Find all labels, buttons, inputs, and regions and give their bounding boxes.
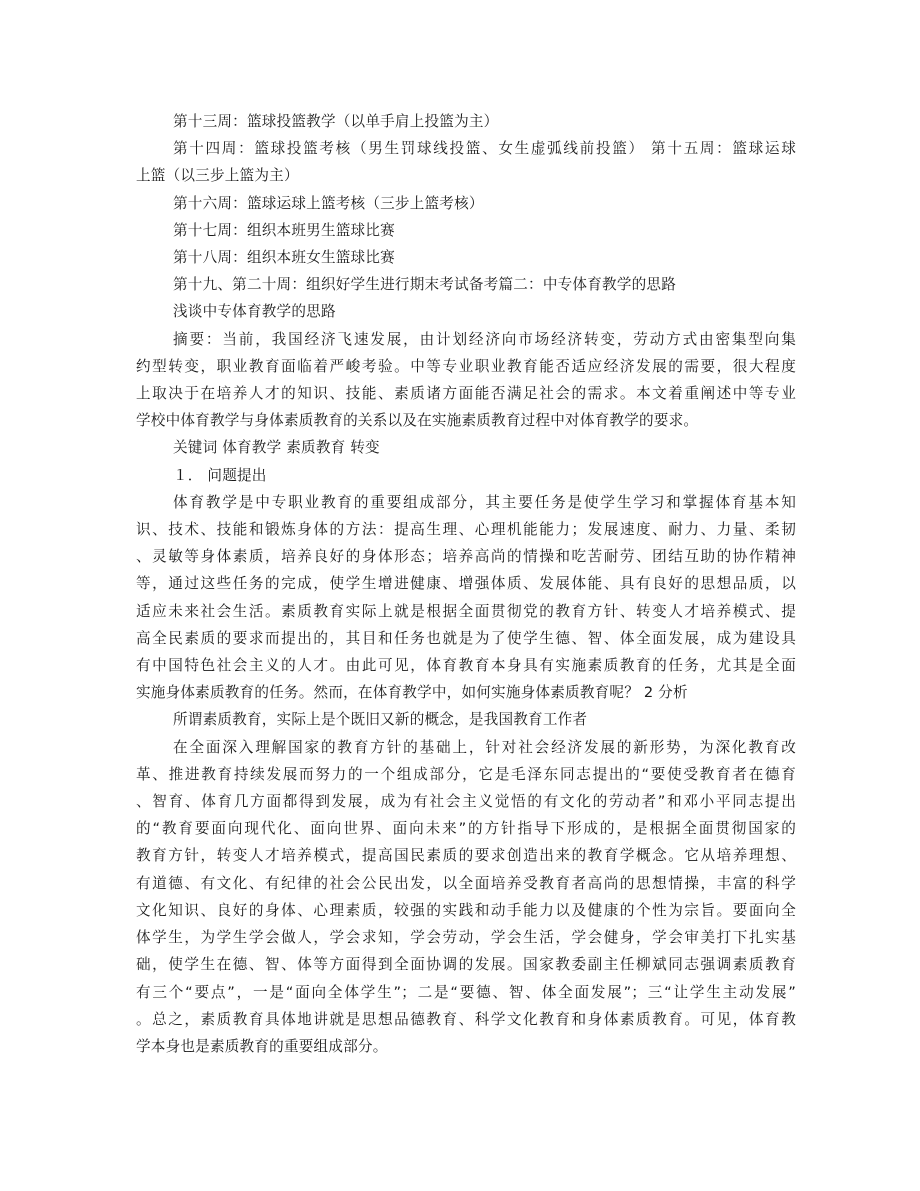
text-line: 实施身体素质教育的任务。然而，在体育教学中，如何实施身体素质教育呢？ 2 分析 [136, 684, 688, 702]
text-line: 的“教育要面向现代化、面向世界、面向未来”的方针指导下形成的，是根据全面贯彻国家的 [136, 820, 796, 838]
text-line: 高全民素质的要求而提出的，其目和任务也就是为了使学生德、智、体全面发展，成为建设具 [136, 629, 796, 647]
text-line: 等，通过这些任务的完成，使学生增进健康、增强体质、发展体能、具有良好的思想品质，以 [136, 575, 796, 593]
text-line: 。总之，素质教育具体地讲就是思想品德教育、科学文化教育和身体素质教育。可见，体育教 [136, 1010, 796, 1028]
text-line: 第十六周：篮球运球上篮考核（三步上篮考核） [173, 194, 484, 212]
text-line: 、智育、体育几方面都得到发展，成为有社会主义觉悟的有文化的劳动者”和邓小平同志提出 [136, 793, 796, 811]
text-line: １． 问题提出 [173, 466, 267, 484]
text-line: 在全面深入理解国家的教育方针的基础上，针对社会经济发展的新形势，为深化教育改 [173, 738, 796, 756]
text-line: 第十三周：篮球投篮教学（以单手肩上投篮为主） [173, 113, 499, 130]
text-line: 体育教学是中专职业教育的重要组成部分，其主要任务是使学生学习和掌握体育基本知 [173, 493, 796, 511]
text-line: 学本身也是素质教育的重要组成部分。 [136, 1037, 388, 1055]
text-line: 体学生，为学生学会做人，学会求知，学会劳动，学会生活，学会健身，学会审美打下扎实基 [136, 929, 796, 947]
text-line: 第十四周：篮球投篮考核（男生罚球线投篮、女生虚弧线前投篮） 第十五周：篮球运球 [173, 140, 796, 158]
text-line: 教育方针，转变人才培养模式，提高国民素质的要求创造出来的教育学概念。它从培养理想、 [136, 847, 796, 865]
text-line: 识、技术、技能和锻炼身体的方法：提高生理、心理机能能力；发展速度、耐力、力量、柔韧 [136, 521, 796, 539]
text-line: 有道德、有文化、有纪律的社会公民出发，以全面培养受教育者高尚的思想情操，丰富的科学 [136, 874, 796, 892]
text-line: 础，使学生在德、智、体等方面得到全面协调的发展。国家教委副主任柳斌同志强调素质教育 [136, 956, 796, 974]
text-line: 有三个“要点”，一是“面向全体学生”；二是“要德、智、体全面发展”；三“让学生主动发展” [136, 983, 796, 1001]
text-line: 约型转变，职业教育面临着严峻考验。中等专业职业教育能否适应经济发展的需要，很大程度 [136, 357, 796, 375]
text-line: 第十九、第二十周：组织好学生进行期末考试备考篇二：中专体育教学的思路 [173, 276, 676, 294]
text-line: 浅谈中专体育教学的思路 [173, 303, 336, 321]
text-line: 所谓素质教育，实际上是个既旧又新的概念，是我国教育工作者 [173, 711, 588, 729]
text-line: 有中国特色社会主义的人才。由此可见，体育教育本身具有实施素质教育的任务，尤其是全面 [136, 657, 796, 675]
text-line: 上取决于在培养人才的知识、技能、素质诸方面能否满足社会的需求。本文着重阐述中等专业 [136, 385, 796, 403]
text-line: 革、推进教育持续发展而努力的一个组成部分，它是毛泽东同志提出的“要使受教育者在德育 [136, 765, 796, 783]
text-line: 第十七周：组织本班男生篮球比赛 [173, 221, 395, 239]
document-body [136, 108, 796, 1060]
text-line: 适应未来社会生活。素质教育实际上就是根据全面贯彻党的教育方针、转变人才培养模式、提 [136, 602, 796, 620]
text-line: 第十八周：组织本班女生篮球比赛 [173, 249, 395, 267]
text-line: 、灵敏等身体素质，培养良好的身体形态；培养高尚的情操和吃苦耐劳、团结互助的协作精神 [136, 548, 796, 566]
text-line: 关键词 体育教学 素质教育 转变 [173, 439, 380, 457]
text-line: 学校中体育教学与身体素质教育的关系以及在实施素质教育过程中对体育教学的要求。 [136, 412, 699, 430]
text-line: 上篮（以三步上篮为主） [136, 167, 299, 185]
text-line: 摘要：当前，我国经济飞速发展，由计划经济向市场经济转变，劳动方式由密集型向集 [173, 330, 796, 348]
text-line: 文化知识、良好的身体、心理素质，较强的实践和动手能力以及健康的个性为宗旨。要面向全 [136, 901, 796, 919]
